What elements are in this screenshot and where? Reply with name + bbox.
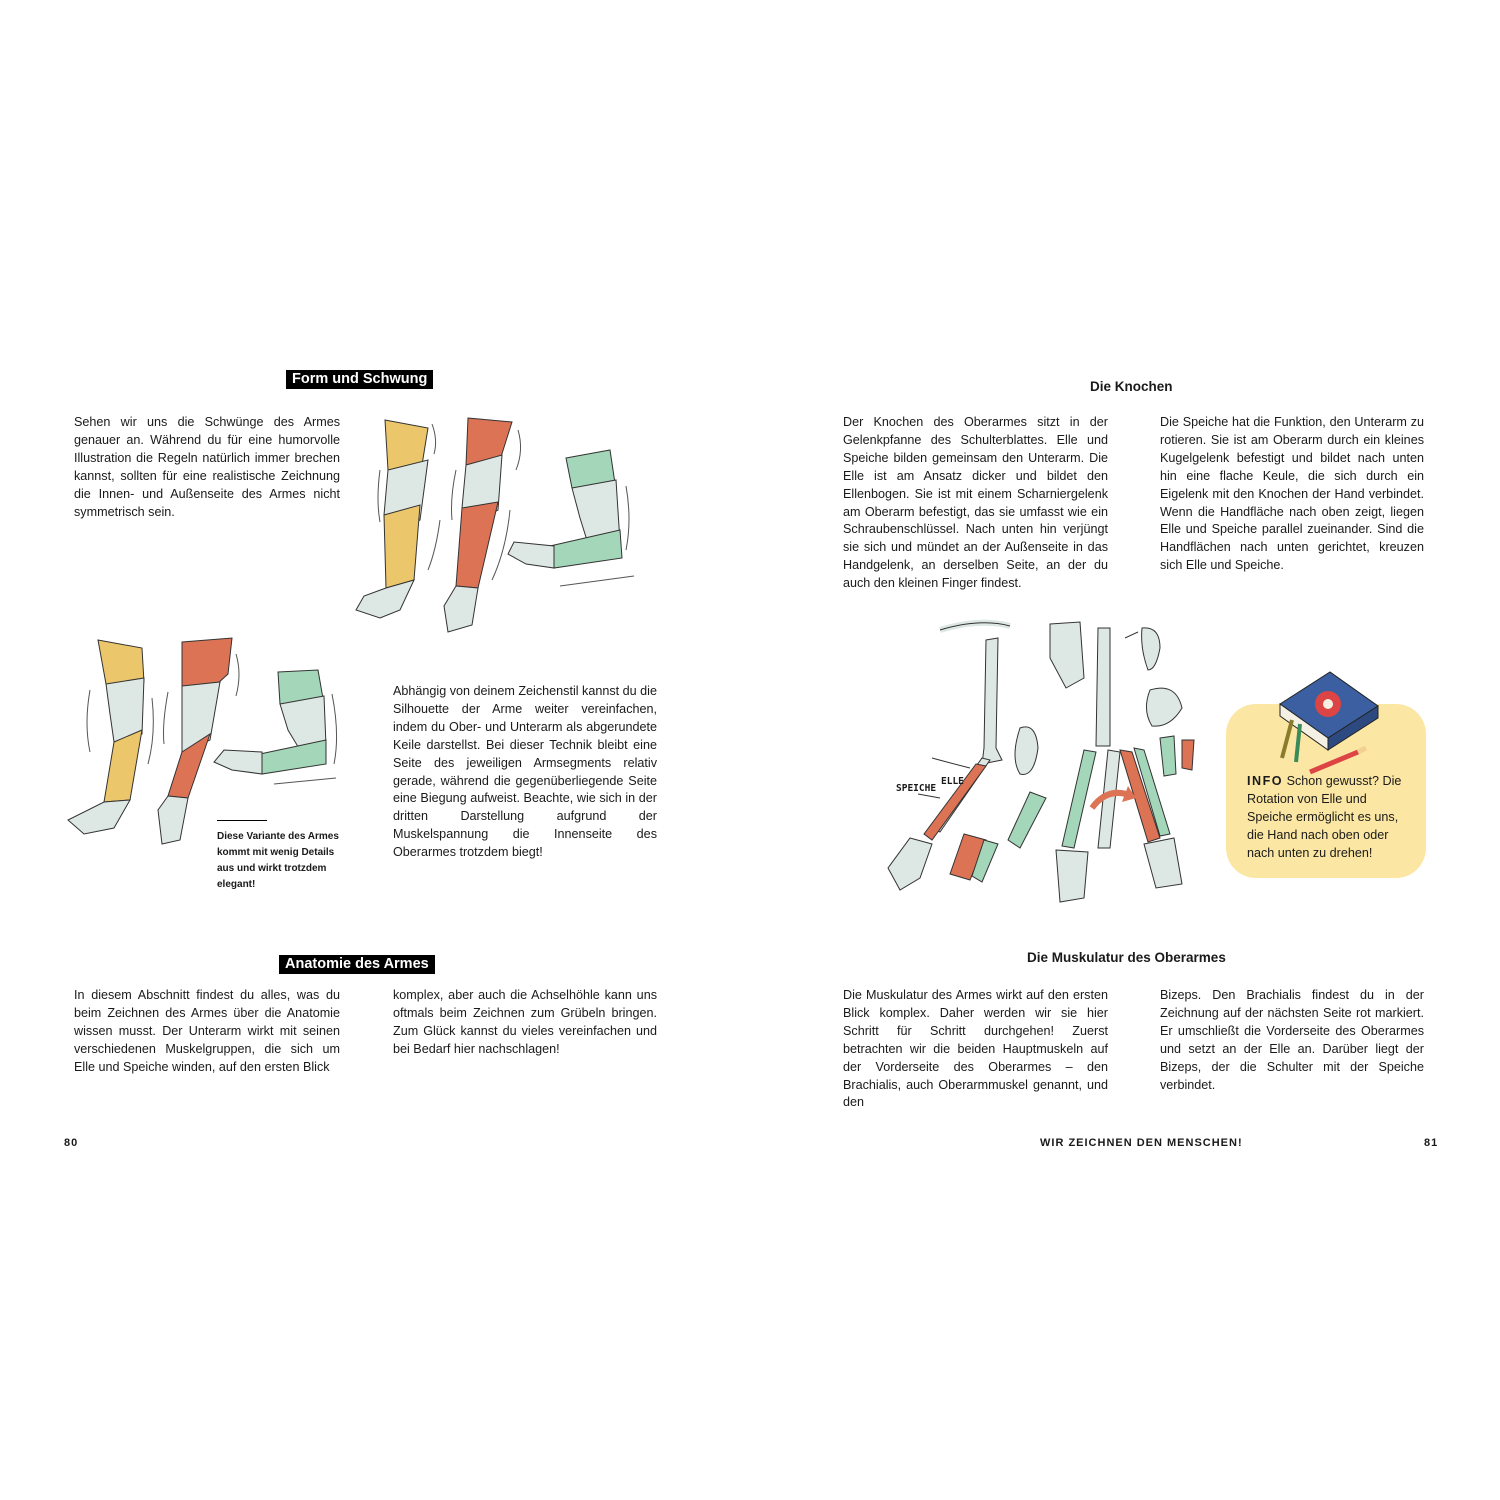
- intro-paragraph: Sehen wir uns die Schwünge des Armes genauer an. Während du für eine humorvolle Illustration die Regeln natürlich immer brechen kannst, sollten für eine realistische Zeichnung die Innen- und Außenseite des Armes nicht symmetrisch sein.: [74, 415, 340, 519]
- running-title: WIR ZEICHNEN DEN MENSCHEN!: [1040, 1137, 1243, 1149]
- hand-left: [888, 838, 932, 890]
- arm4-lower: [104, 730, 142, 802]
- info-body: Schon gewusst? Die Rotation von Elle und Speiche ermöglicht es uns, die Hand nach oben oder nach unten zu drehen!: [1247, 774, 1402, 860]
- scapula: [1050, 622, 1084, 688]
- hand-middle: [1056, 850, 1088, 902]
- arm2-hand: [444, 586, 478, 632]
- ulna-middle: [1062, 750, 1096, 848]
- silhouette-paragraph: Abhängig von deinem Zeichenstil kannst du die Silhouette der Arme weiter vereinfachen, indem du Ober- und Unterarm als abgerundete Keile darstellst. Bei dieser Technik bleibt eine Seite des jeweiligen Armsegments relativ gerade, während die gegenüberliegende Seite eine Biegung aufweist. Beachte, wie sich in der dritten Darstellung aufgrund der Muskelspannung die Innenseite des Oberarmes trotzdem biegt!: [393, 684, 657, 860]
- arm-illustrations-top: [340, 410, 660, 650]
- humerus-head: [1142, 628, 1160, 670]
- elbow-bone: [1015, 727, 1038, 775]
- arm6-lower: [260, 740, 326, 774]
- heading-die-knochen: Die Knochen: [1090, 379, 1173, 394]
- bones-col2: Die Speiche hat die Funktion, den Unterarm zu rotieren. Sie ist am Oberarm durch ein kleines Kugelgelenk befestigt und bildet nach unten hin eine flache Keule, die sich durch ein Eigelenk mit den Knochen der Hand verbindet. Wenn die Handfläche nach oben zeigt, liegen Elle und Speiche parallel zueinander. Sind die Handflächen nach unten gerichtet, kreuzen sich Elle und Speiche.: [1160, 415, 1424, 573]
- ulna-piece: [1008, 792, 1046, 848]
- arm3-hand: [508, 542, 554, 568]
- info-text: [1247, 772, 1413, 862]
- skeleton-arm-illustration: [870, 618, 1230, 918]
- heading-muskulatur: Die Muskulatur des Oberarmes: [1027, 950, 1226, 965]
- label-elle: ELLE: [941, 776, 964, 787]
- anatomy-col1: In diesem Abschnitt findest du alles, was du beim Zeichnen des Armes über die Anatomie wissen musst. Der Unterarm wirkt mit seinen verschiedenen Muskelgruppen, die sich um Elle und Speiche winden, auf den ersten Blick: [74, 988, 340, 1074]
- hand-right: [1144, 838, 1182, 888]
- small-bone-red: [1182, 740, 1194, 770]
- ulna-head: [1146, 688, 1182, 726]
- humerus-left: [982, 638, 1002, 764]
- heading-form-und-schwung: Form und Schwung: [286, 370, 433, 389]
- arm1-lower: [384, 505, 420, 588]
- info-label: INFO: [1247, 774, 1284, 788]
- label-speiche: SPEICHE: [896, 783, 937, 794]
- arm4-hand: [68, 800, 130, 834]
- page-number-left: 80: [64, 1137, 79, 1149]
- arrow-head-to-shoulder: [1125, 632, 1138, 638]
- illustration-caption: Diese Variante des Armes kommt mit wenig Details aus und wirkt trotzdem elegant!: [217, 831, 339, 890]
- anatomy-col2: komplex, aber auch die Achselhöhle kann uns oftmals beim Zeichnen zum Grübeln bringen. Zum Glück kannst du vieles vereinfachen und bei Bedarf hier nachschlagen!: [393, 988, 657, 1056]
- book-icon: [1270, 668, 1390, 778]
- muscles-col2: Bizeps. Den Brachialis findest du in der Zeichnung auf der nächsten Seite rot markiert. Er umschließt die Vorderseite des Oberarmes und setzt an der Elle an. Darüber liegt der Bizeps, der die Schulter mit der Speiche verbindet.: [1160, 988, 1424, 1092]
- heading-anatomie-des-armes: Anatomie des Armes: [279, 955, 435, 974]
- arm1-hand: [356, 580, 414, 618]
- bones-col1: Der Knochen des Oberarmes sitzt in der Gelenkpfanne des Schulterblattes. Elle und Speiche bilden gemeinsam den Unterarm. Die Elle ist am Ansatz dicker und bildet den Ellenbogen. Sie ist mit einem Scharniergelenk am Oberarm befestigt, das sie umfasst wie ein Schraubenschlüssel. Nach unten hin verjüngt sie sich und mündet an der Außenseite in das Handgelenk, an derselben Seite, an der du auch den kleinen Finger findest.: [843, 415, 1108, 591]
- arm5-hand: [158, 796, 188, 844]
- muscles-col1: Die Muskulatur des Armes wirkt auf den ersten Blick komplex. Daher werden wir sie hier Schritt für Schritt durchgehen! Zuerst betrachten wir die beiden Hauptmuskeln auf der Vorderseite des Oberarmes – den Brachialis, auch Oberarmmuskel genannt, und den: [843, 988, 1108, 1110]
- caption-rule: [217, 820, 267, 821]
- arm6-hand: [214, 750, 262, 774]
- small-bone-green: [1160, 736, 1176, 776]
- arm2-lower: [456, 502, 498, 588]
- page-number-right: 81: [1424, 1137, 1439, 1149]
- humerus-middle: [1096, 628, 1110, 746]
